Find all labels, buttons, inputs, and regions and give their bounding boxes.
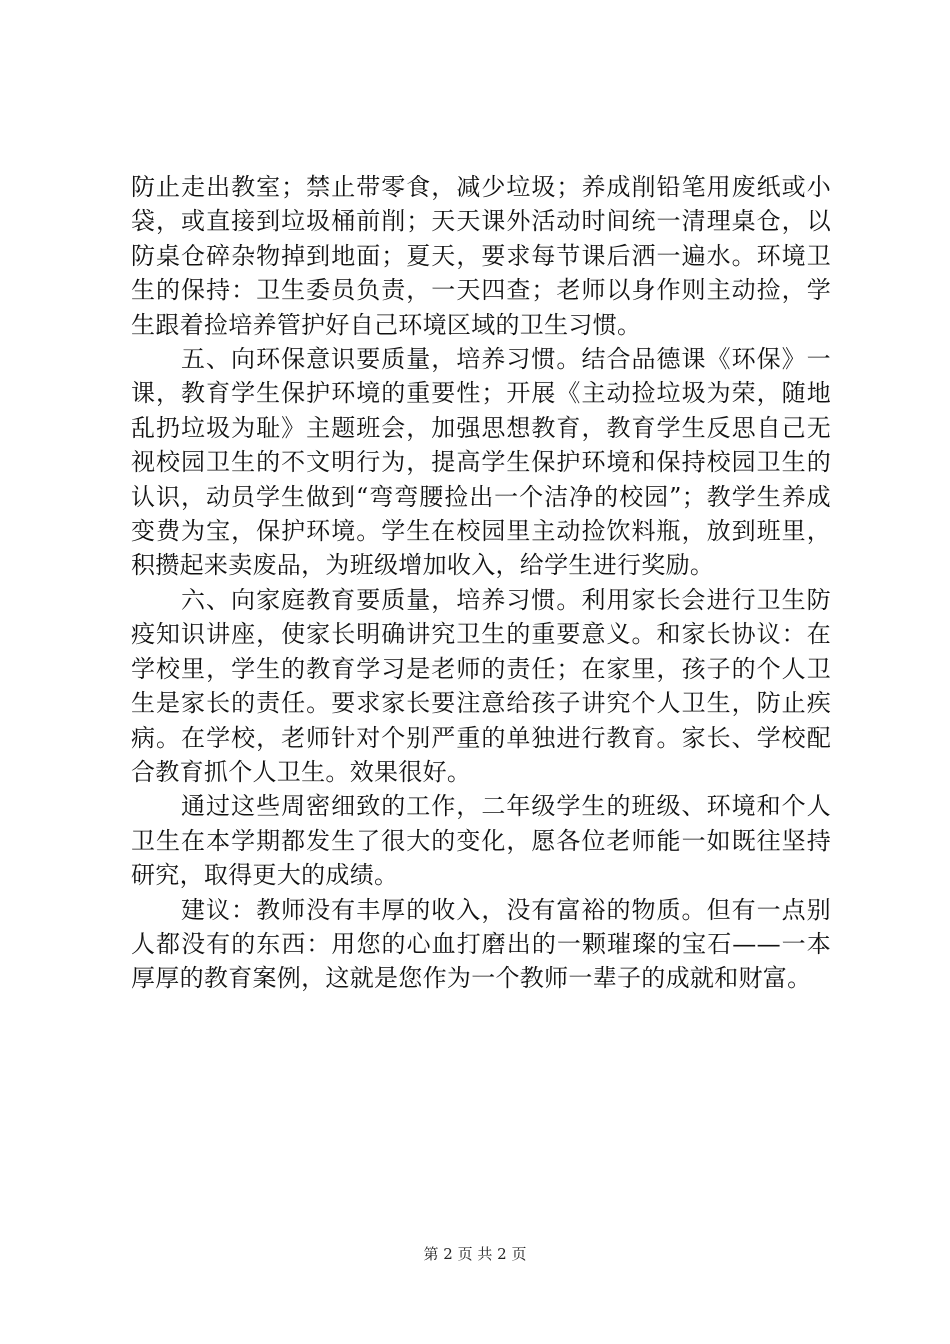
paragraph-2: 五、向环保意识要质量，培养习惯。结合品德课《环保》一课，教育学生保护环境的重要性；开展《主动捡垃圾为荣，随地乱扔垃圾为耻》主题班会，加强思想教育，教育学生反思自己无视校园卫生的不文明行为，提高学生保护环境和保持校园卫生的认识，动员学生做到“弯弯腰捡出一个洁净的校园”；教学生养成变费为宝，保护环境。学生在校园里主动捡饮料瓶，放到班里，积攒起来卖废品，为班级增加收入，给学生进行奖励。 bbox=[131, 345, 831, 580]
paragraph-1: 防止走出教室；禁止带零食，减少垃圾；养成削铅笔用废纸或小袋，或直接到垃圾桶前削；天天课外活动时间统一清理桌仓，以防桌仓碎杂物掉到地面；夏天，要求每节课后洒一遍水。环境卫生的保持：卫生委员负责，一天四查；老师以身作则主动捡，学生跟着捡培养管护好自己环境区域的卫生习惯。 bbox=[131, 173, 831, 339]
paragraph-5: 建议：教师没有丰厚的收入，没有富裕的物质。但有一点别人都没有的东西：用您的心血打磨出的一颗璀璨的宝石——一本厚厚的教育案例，这就是您作为一个教师一辈子的成就和财富。 bbox=[131, 895, 831, 993]
paragraph-3: 六、向家庭教育要质量，培养习惯。利用家长会进行卫生防疫知识讲座，使家长明确讲究卫生的重要意义。和家长协议：在学校里，学生的教育学习是老师的责任；在家里，孩子的个人卫生是家长的责任。要求家长要注意给孩子讲究个人卫生，防止疾病。在学校，老师针对个别严重的单独进行教育。家长、学校配合教育抓个人卫生。效果很好。 bbox=[131, 585, 831, 786]
page-footer: 第 2 页 共 2 页 bbox=[423, 1245, 527, 1263]
document-body bbox=[131, 170, 831, 996]
paragraph-4: 通过这些周密细致的工作，二年级学生的班级、环境和个人卫生在本学期都发生了很大的变化，愿各位老师能一如既往坚持研究，取得更大的成绩。 bbox=[131, 792, 831, 890]
